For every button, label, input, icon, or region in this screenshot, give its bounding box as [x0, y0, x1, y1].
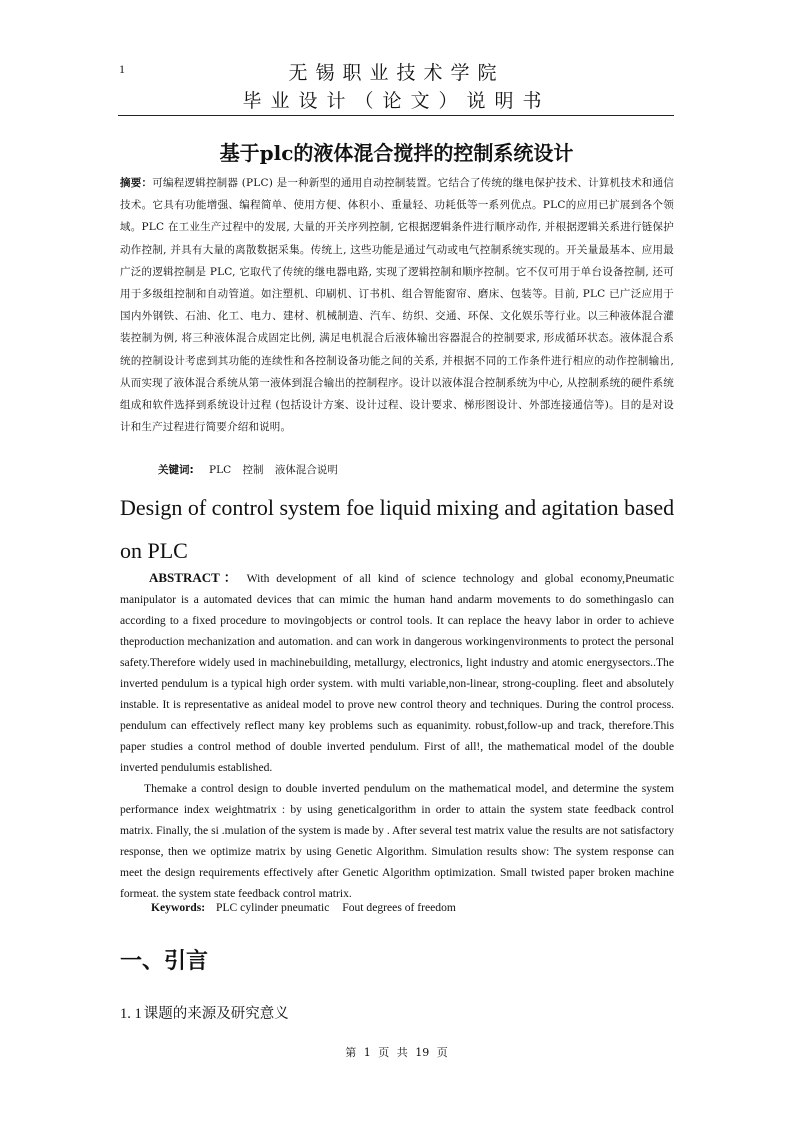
chinese-keyword: PLC	[209, 464, 232, 476]
chinese-abstract-text: 可编程逻辑控制器 (PLC) 是一种新型的通用自动控制装置。它结合了传统的继电保护技术、计算机技术和通信技术。它具有功能增强、编程简单、使用方便、体积小、重量轻、功耗低等一系列优点。PLC的应用已扩展到各个领域。PLC 在工业生产过程中的发展, 大量的开关序列控制, 它根据逻辑条件进行顺序动作, 并根据逻辑关系进行链保护动作控制, 并具有大量的离散数据采集。传统上, 这些功能是通过气动或电气控制系统实现的。开关量最基本、应用最广泛的逻辑控制是 PLC, 它取代了传统的继电器电路, 实现了逻辑控制和顺序控制。它不仅可用于单台设备控制, 还可用于多级组控制和自动管道。如注塑机、印刷机、订书机、组合智能窗帘、磨床、包装等。目前, PLC 已广泛应用于国内外钢铁、石油、化工、电力、建材、机械制造、汽车、纺织、交通、环保、文化娱乐等行业。以三种液体混合灌装控制为例, 将三种液体混合成固定比例, 满足电机混合后液体输出容器混合的控制要求, 形成循环状态。液体混合系统的控制设计考虑到其功能的连续性和各控制设备功能之间的关系, 并根据不同的工作条件进行相应的动作控制输出,从而实现了液体混合系统从第一液体到混合输出的控制程序。设计以液体混合控制系统为中心, 从控制系统的硬件系统组成和软件选择到系统设计过程 (包括设计方案、设计过程、设计要求、梯形图设计、外部连接通信等)。目的是对设计和生产过程进行简要介绍和说明。	[120, 177, 674, 434]
subsection-title: 课题的来源及研究意义	[143, 1006, 289, 1022]
english-abstract	[120, 567, 674, 904]
chinese-title: 基于plc的液体混合搅拌的控制系统设计	[219, 141, 574, 165]
english-keyword: Fout degrees of freedom	[342, 901, 456, 914]
chinese-abstract	[120, 172, 674, 438]
chinese-abstract-label: 摘要：	[120, 177, 153, 189]
header-rule	[118, 115, 674, 116]
page-mark: 1	[119, 62, 125, 76]
subsection-heading	[120, 1002, 289, 1023]
english-keywords	[151, 901, 466, 914]
english-keywords-label: Keywords:	[151, 901, 206, 914]
chinese-keyword: 控制	[242, 464, 264, 476]
school-name: 无锡职业技术学院	[288, 62, 505, 84]
page-footer: 第 1 页 共 19 页	[345, 1046, 448, 1059]
document-type: 毕业设计（论文）说明书	[242, 90, 551, 112]
english-keyword: PLC cylinder pneumatic	[216, 901, 330, 914]
chinese-keywords	[158, 462, 346, 477]
section-heading: 一、引言	[120, 949, 209, 974]
chinese-keyword: 液体混合说明	[274, 464, 338, 476]
english-title: Design of control system foe liquid mixing and agitation based on PLC	[120, 495, 675, 563]
english-abstract-label: ABSTRACT：	[149, 570, 241, 585]
english-abstract-paragraph-2: Themake a control design to double inverted pendulum on the mathematical model, and determine the system performance index weightmatrix : by using geneticalgorithm in order to attain the system state feedback control matrix. Finally, the si .mulation of the system is made by . After several test matrix value the results are not satisfactory response, then we optimize matrix by using Genetic Algorithm. Simulation results show: The system response can meet the design requirements effectively after Genetic Algorithm optimization. Small twisted paper broken machine formeat. the system state feedback control matrix.	[120, 782, 674, 900]
subsection-number: 1. 1	[120, 1006, 142, 1022]
english-abstract-paragraph-1	[120, 567, 674, 778]
chinese-keywords-label: 关键词:	[158, 464, 194, 476]
english-abstract-text-1: With development of all kind of science technology and global economy,Pneumatic manipulator is a automated devices that can mimic the human hand andarm movements to do somethingaslo can according to a fixed procedure to movingobjects or control tools. It can replace the heavy labor in order to achieve theproduction mechanization and automation. and can work in dangerous workingenvironments to protect the personal safety.Therefore widely used in machinebuilding, metallurgy, electronics, light industry and atomic energysectors..The inverted pendulum is a typical high order system. with multi variable,non-linear, strong-coupling. fleet and absolutely instable. It is representative as anideal model to prove new control theory and techniques. During the control process. pendulum can effectively reflect many key problems such as equanimity. robust,follow-up and track, therefore.This paper studies a control method of double inverted pendulum. First of all!, the mathematical model of the double inverted pendulumis established.	[120, 572, 675, 774]
